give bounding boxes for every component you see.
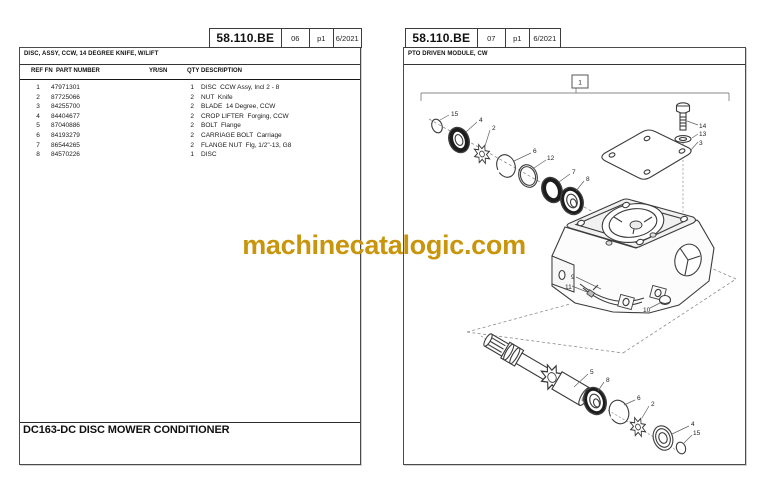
col-yrsn: YR/SN [149,68,168,74]
page-number: 06 [281,29,309,47]
part-cell: 86544265 [51,141,80,149]
qty-cell: 2 [190,103,194,111]
callout-13: 13 [699,131,707,138]
callout-5: 5 [590,369,594,376]
part-cell: 87040886 [51,122,80,130]
ref-cell: 1 [36,84,40,91]
table-row [20,102,360,112]
callout-4: 4 [479,117,483,124]
qty-cell: 2 [190,112,194,120]
desc-cell: CROP LIFTER Forging, CCW [201,112,289,120]
table-row [20,112,360,122]
ref-cell: 5 [36,122,40,130]
desc-cell: BOLT Flange [201,122,241,130]
bearing [557,176,590,218]
desc-cell: DISC [201,151,217,159]
part-cell: 84570226 [51,151,80,159]
ref-cell: 8 [36,151,40,159]
callout-11: 11 [565,284,572,291]
gearbox-housing [552,199,714,313]
callout-6: 6 [533,148,537,155]
callout-14: 14 [699,123,707,130]
callout-7: 7 [572,169,576,176]
callout-2: 2 [651,401,655,408]
part-cell: 84404677 [51,112,80,120]
ref-cell: 7 [36,141,40,149]
col-ref: REF FN [31,68,53,74]
col-desc: DESCRIPTION [201,68,243,74]
part-cell: 84255700 [51,103,80,111]
sheet-number: p1 [505,29,529,47]
callout-4: 4 [691,421,695,428]
callout-12: 12 [547,155,555,162]
callout-6: 6 [637,395,641,402]
qty-cell: 2 [190,141,194,149]
part-cell: 84193279 [51,131,80,139]
callout-1: 1 [578,79,582,87]
left-page [19,47,361,465]
qty-cell: 1 [190,84,194,91]
ref-cell: 6 [36,131,40,139]
table-row [20,131,360,141]
snap-ring [494,148,537,180]
callout-2: 2 [492,125,496,132]
model-title: DC163-DC DISC MOWER CONDITIONER [23,424,230,436]
date: 6/2021 [529,29,560,47]
bolt [677,103,707,130]
right-page [403,47,746,465]
washer-seal [650,421,695,453]
callout-9: 9 [571,274,575,281]
qty-cell: 2 [190,93,194,101]
callout-8: 8 [586,176,590,183]
pto-module-diagram [404,62,747,466]
part-cell: 87725066 [51,93,80,101]
callout-15: 15 [693,430,701,437]
qty-cell: 2 [190,122,194,130]
callout-8: 8 [606,377,610,384]
right-header-box [405,28,561,48]
o-ring [675,430,701,455]
col-qty: QTY [187,68,200,74]
desc-cell: NUT Knife [201,93,233,101]
qty-cell: 1 [190,151,194,159]
callout-10: 10 [643,307,651,314]
sheet-number: p1 [309,29,333,47]
catalog-code: 58.110.BE [216,31,275,45]
left-header-box [209,28,362,48]
table-row [20,141,360,151]
footer-rule [20,422,360,423]
ref-cell: 2 [36,93,40,101]
date: 6/2021 [333,29,361,47]
table-row [20,121,360,131]
ref-cell: 4 [36,112,40,120]
page-number: 07 [477,29,505,47]
col-part: PART NUMBER [56,68,100,74]
table-header [20,62,360,80]
qty-cell: 2 [190,131,194,139]
callout-3: 3 [699,140,703,147]
desc-cell: FLANGE NUT Flg, 1/2"-13, G8 [201,141,292,149]
ref-cell: 3 [36,103,40,111]
star-washer [627,401,655,439]
desc-cell: CARRIAGE BOLT Carriage [201,131,282,139]
star-washer [471,125,496,166]
part-cell: 47971301 [51,84,80,91]
section-title: DISC, ASSY, CCW, 14 DEGREE KNIFE, W/LIFT [20,48,360,65]
table-row [20,150,360,160]
desc-cell: DISC CCW Assy, Incl 2 - 8 [201,84,280,91]
site-watermark: machinecatalogic.com [242,230,526,260]
desc-cell: BLADE 14 Degree, CCW [201,103,276,111]
bearing [580,377,610,418]
assembly-bracket [421,75,729,101]
catalog-code: 58.110.BE [412,31,471,45]
table-row [20,83,360,93]
table-row [20,93,360,103]
callout-15: 15 [451,111,459,118]
section-title: PTO DRIVEN MODULE, CW [404,48,745,65]
parts-table [20,83,360,160]
pto-shaft [482,333,594,407]
